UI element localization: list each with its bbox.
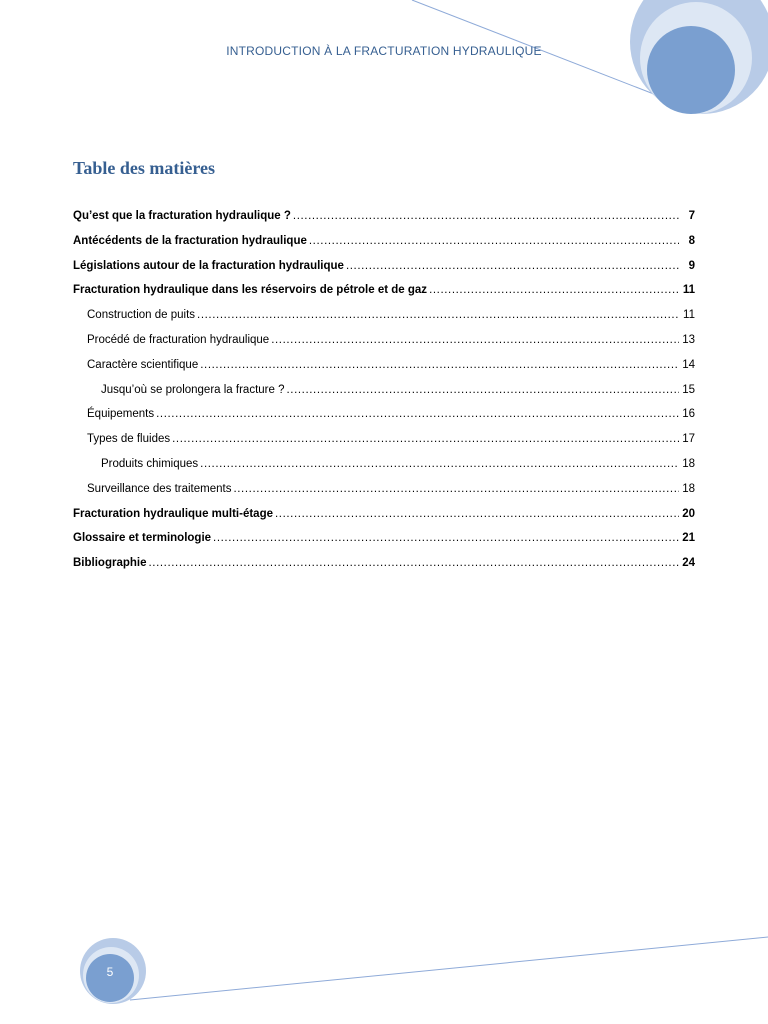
toc-dot-leader	[429, 281, 679, 299]
toc-entry[interactable]	[73, 381, 695, 406]
table-of-contents	[73, 207, 695, 579]
toc-entry[interactable]	[73, 281, 695, 306]
toc-entry[interactable]	[73, 455, 695, 480]
toc-entry[interactable]	[73, 554, 695, 579]
toc-dot-leader	[233, 480, 679, 498]
toc-entry-page: 21	[682, 532, 695, 545]
toc-entry[interactable]	[73, 232, 695, 257]
toc-entry-page: 17	[682, 433, 695, 446]
header-circle-core	[647, 26, 735, 114]
toc-entry[interactable]	[73, 480, 695, 505]
toc-dot-leader	[286, 381, 679, 399]
toc-entry-title: Fracturation hydraulique multi-étage	[73, 507, 273, 520]
toc-entry[interactable]	[73, 356, 695, 381]
toc-entry[interactable]	[73, 257, 695, 282]
toc-entry-title: Produits chimiques	[101, 457, 199, 470]
toc-entry-title: Jusqu’où se prolongera la fracture ?	[101, 383, 285, 396]
toc-entry[interactable]	[73, 505, 695, 530]
toc-entry[interactable]	[73, 405, 695, 430]
toc-entry-page: 20	[682, 507, 695, 520]
toc-dot-leader	[213, 529, 679, 547]
toc-entry-page: 7	[688, 210, 695, 222]
toc-entry[interactable]	[73, 331, 695, 356]
toc-dot-leader	[172, 430, 679, 448]
toc-entry-title: Glossaire et terminologie	[73, 532, 212, 545]
toc-entry-title: Construction de puits	[87, 309, 196, 322]
toc-entry-title: Procédé de fracturation hydraulique	[87, 333, 270, 346]
toc-entry-page: 13	[682, 333, 695, 346]
toc-dot-leader	[271, 331, 679, 349]
toc-entry-title: Bibliographie	[73, 557, 147, 570]
toc-entry-title: Fracturation hydraulique dans les réservoirs de pétrole et de gaz	[73, 284, 428, 297]
footer-diagonal-line	[130, 937, 768, 1000]
toc-dot-leader	[200, 356, 679, 374]
toc-entry-page: 18	[682, 457, 695, 470]
toc-dot-leader	[200, 455, 679, 473]
toc-entry[interactable]	[73, 306, 695, 331]
toc-entry-title: Surveillance des traitements	[87, 482, 232, 495]
toc-entry-page: 24	[682, 557, 695, 570]
toc-entry-title: Antécédents de la fracturation hydraulique	[73, 234, 307, 247]
toc-entry-title: Législations autour de la fracturation hydraulique	[73, 259, 344, 272]
toc-dot-leader	[293, 207, 679, 225]
page-number: 5	[106, 965, 114, 979]
toc-dot-leader	[197, 306, 679, 324]
header-decoration	[0, 0, 768, 130]
toc-entry-page: 15	[682, 383, 695, 396]
toc-entry-title: Équipements	[87, 408, 155, 421]
toc-entry[interactable]	[73, 207, 695, 232]
toc-entry[interactable]	[73, 430, 695, 455]
toc-entry-page: 18	[682, 482, 695, 495]
toc-entry-title: Caractère scientifique	[87, 358, 199, 371]
toc-entry-page: 9	[688, 259, 695, 272]
toc-entry-page: 8	[688, 234, 695, 247]
toc-entry-page: 14	[682, 358, 695, 371]
toc-dot-leader	[275, 505, 679, 523]
toc-dot-leader	[156, 405, 679, 423]
toc-entry-page: 11	[683, 309, 695, 322]
toc-heading: Table des matières	[73, 158, 215, 178]
running-header: INTRODUCTION À LA FRACTURATION HYDRAULIQUE	[226, 44, 542, 58]
toc-entry-title: Types de fluides	[87, 433, 171, 446]
toc-dot-leader	[148, 554, 679, 572]
toc-entry-title: Qu’est que la fracturation hydraulique ?	[73, 210, 291, 222]
toc-entry-page: 16	[682, 408, 695, 421]
toc-entry[interactable]	[73, 529, 695, 554]
toc-dot-leader	[309, 232, 679, 250]
toc-dot-leader	[346, 257, 679, 275]
toc-entry-page: 11	[682, 284, 695, 297]
